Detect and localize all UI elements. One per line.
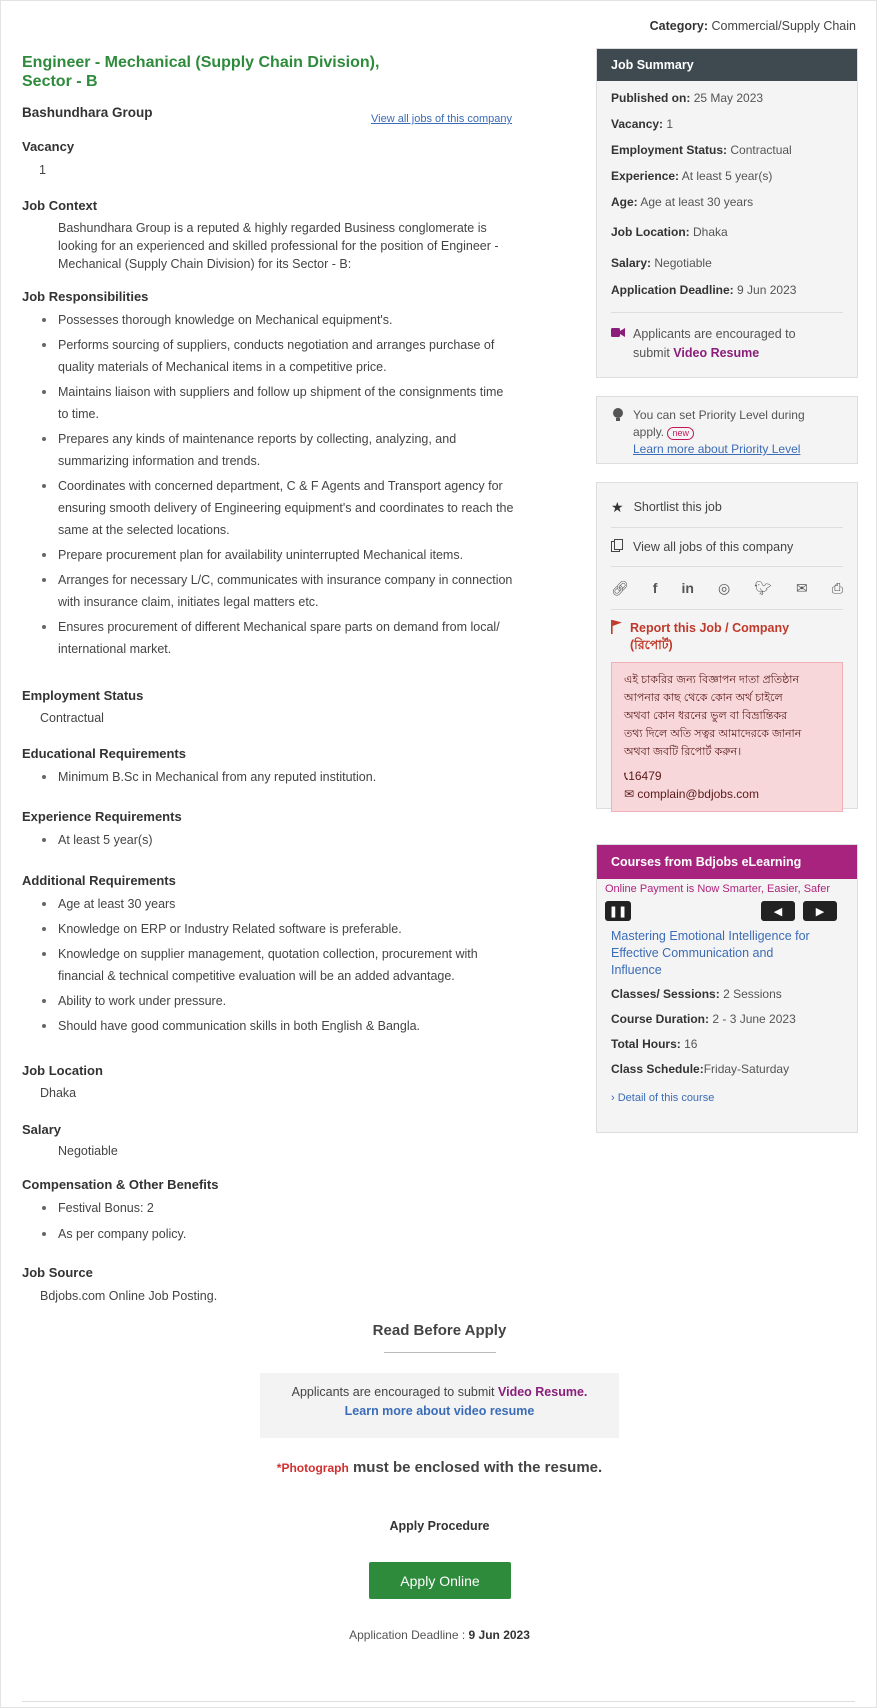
responsibilities-heading: Job Responsibilities [22, 289, 149, 304]
list-item: Performs sourcing of suppliers, conducts negotiation and arranges purchase of quality materials of Mechanical items in a competitive price. [22, 334, 567, 378]
job-context-text: Bashundhara Group is a reputed & highly regarded Business conglomerate is looking for an experienced and skilled professional for the position of Engineer - Mechanical (Supply Chain Division) for its Sector - B: [58, 221, 499, 271]
application-deadline: Application Deadline : 9 Jun 2023 [349, 1628, 530, 1642]
list-item: Knowledge on ERP or Industry Related software is preferable. [22, 918, 567, 940]
print-icon[interactable]: ⎙ [831, 579, 843, 596]
video-resume-link[interactable]: Video Resume [673, 346, 760, 360]
salary-heading: Salary [22, 1122, 62, 1137]
job-actions-box [596, 482, 858, 809]
list-item: At least 5 year(s) [22, 829, 567, 851]
list-item: As per company policy. [22, 1223, 567, 1245]
report-job-link[interactable]: Report this Job / Company (রিপোর্ট) [611, 620, 843, 654]
additional-list [22, 893, 567, 1037]
list-item: Knowledge on supplier management, quotation collection, procurement with financial & technical competitive evaluation will be an added advantage. [22, 943, 567, 987]
benefits-heading: Compensation & Other Benefits [22, 1177, 219, 1192]
whatsapp-icon[interactable]: ◎ [717, 579, 731, 596]
vacancy-value: 1 [39, 163, 46, 177]
list-item: Should have good communication skills in both English & Bangla. [22, 1015, 567, 1037]
twitter-icon[interactable]: 🐦︎ [754, 579, 772, 596]
divider [384, 1352, 496, 1353]
linkedin-icon[interactable]: in [681, 580, 694, 596]
list-item: Ensures procurement of different Mechanical spare parts on demand from local/ international market. [22, 616, 567, 660]
job-location-value: Dhaka [40, 1086, 77, 1100]
job-summary-heading: Job Summary [597, 49, 857, 81]
video-resume-note: Applicants are encouraged to submit Video Resume [611, 325, 843, 363]
course-title-link[interactable]: Mastering Emotional Intelligence for Effective Communication and Influence [611, 929, 810, 977]
summary-experience: Experience: At least 5 year(s) [611, 169, 773, 183]
course-detail-link[interactable]: › Detail of this course [611, 1092, 715, 1104]
course-hours: Total Hours: 16 [611, 1037, 698, 1051]
summary-employment-status: Employment Status: Contractual [611, 143, 792, 157]
list-item: Ability to work under pressure. [22, 990, 567, 1012]
list-item: Prepare procurement plan for availability uninterrupted Mechanical items. [22, 544, 567, 566]
pause-button[interactable]: ❚❚ [605, 901, 631, 921]
view-all-jobs-link[interactable]: View all jobs of this company [371, 113, 513, 125]
benefits-list [22, 1197, 567, 1245]
company-name: Bashundhara Group [22, 105, 153, 120]
share-row [611, 575, 843, 601]
fraud-warning-box: এই চাকরির জন্য বিজ্ঞাপন দাতা প্রতিষ্ঠান আপনার কাছ থেকে কোন অর্থ চাইলে অথবা কোন ধরনের ভুল বা বিভ্রান্তিকর তথ্য দিলে অতি সত্বর আমাদেরকে জানান অথবা জবটি রিপোর্ট করুন। 📞︎16479 ✉ complain@bdjobs.com [611, 662, 843, 812]
list-item: Age at least 30 years [22, 893, 567, 915]
complaint-phone: 📞︎16479 [624, 769, 662, 783]
job-summary-box [596, 48, 858, 378]
responsibilities-list [22, 309, 567, 660]
salary-value: Negotiable [58, 1144, 118, 1158]
courses-box [596, 844, 858, 1133]
mail-icon: ✉ [624, 787, 638, 801]
divider [22, 1701, 855, 1702]
complaint-email: ✉ complain@bdjobs.com [624, 787, 759, 801]
view-all-jobs-button[interactable]: View all jobs of this company [611, 536, 843, 558]
chevron-right-icon: › [611, 1092, 618, 1104]
course-schedule: Class Schedule:Friday-Saturday [611, 1062, 790, 1076]
link-icon[interactable]: 🔗︎ [611, 579, 629, 596]
ticker-text: Online Payment is Now Smarter, Easier, Safer [605, 883, 830, 895]
list-item: Prepares any kinds of maintenance reports by collecting, analyzing, and summarizing information and trends. [22, 428, 567, 472]
category-line [650, 19, 856, 33]
list-item: Festival Bonus: 2 [22, 1197, 567, 1219]
apply-procedure-heading: Apply Procedure [389, 1519, 490, 1533]
priority-text: You can set Priority Level during [633, 408, 805, 422]
additional-heading: Additional Requirements [22, 873, 176, 888]
phone-icon: 📞︎ [624, 769, 629, 783]
education-list [22, 766, 567, 788]
experience-heading: Experience Requirements [22, 809, 182, 824]
summary-age: Age: Age at least 30 years [611, 195, 754, 209]
flag-icon [611, 620, 622, 654]
video-camera-icon [611, 325, 625, 363]
summary-published: Published on: 25 May 2023 [611, 91, 764, 105]
list-item: Arranges for necessary L/C, communicates with insurance company in connection with insurance claim, initiates legal matters etc. [22, 569, 567, 613]
summary-location: Job Location: Dhaka [611, 225, 728, 239]
job-title: Engineer - Mechanical (Supply Chain Division), Sector - B [22, 54, 380, 90]
priority-level-link[interactable]: Learn more about Priority Level [633, 442, 801, 456]
job-source-value: Bdjobs.com Online Job Posting. [40, 1289, 218, 1303]
summary-deadline: Application Deadline: 9 Jun 2023 [611, 283, 797, 297]
shortlist-job-button[interactable]: ★ Shortlist this job [611, 498, 722, 515]
summary-vacancy: Vacancy: 1 [611, 117, 674, 131]
read-before-apply-heading: Read Before Apply [372, 1322, 507, 1339]
job-location-heading: Job Location [22, 1063, 103, 1078]
job-source-heading: Job Source [22, 1265, 93, 1280]
education-heading: Educational Requirements [22, 746, 186, 761]
course-sessions: Classes/ Sessions: 2 Sessions [611, 987, 782, 1001]
photograph-note: *Photograph must be enclosed with the resume. [276, 1459, 603, 1476]
vacancy-heading: Vacancy [22, 139, 75, 154]
new-badge: new [667, 427, 694, 440]
list-item: Coordinates with concerned department, C & F Agents and Transport agency for ensuring smooth delivery of Engineering equipment's and coordinates to reach the same at the selected locations. [22, 475, 567, 541]
apply-online-button[interactable]: Apply Online [369, 1562, 511, 1599]
facebook-icon[interactable]: f [652, 580, 658, 596]
list-item: Maintains liaison with suppliers and follow up shipment of the consignments time to time. [22, 381, 567, 425]
category-value: Commercial/Supply Chain [711, 19, 856, 33]
email-icon[interactable]: ✉ [795, 579, 808, 596]
copy-icon [611, 539, 623, 555]
video-resume-learn-more-link[interactable]: Learn more about video resume [344, 1404, 535, 1418]
star-icon: ★ [611, 498, 624, 515]
course-duration: Course Duration: 2 - 3 June 2023 [611, 1012, 796, 1026]
list-item: Possesses thorough knowledge on Mechanical equipment's. [22, 309, 567, 331]
prev-arrow-button[interactable]: ◀ [761, 901, 795, 921]
video-resume-box: Applicants are encouraged to submit Video Resume. Learn more about video resume [260, 1373, 619, 1438]
list-item: Minimum B.Sc in Mechanical from any reputed institution. [22, 766, 567, 788]
next-arrow-button[interactable]: ▶ [803, 901, 837, 921]
job-context-heading: Job Context [22, 198, 98, 213]
category-label: Category: [649, 19, 708, 33]
employment-status-value: Contractual [40, 711, 104, 725]
divider [611, 312, 843, 313]
courses-heading: Courses from Bdjobs eLearning [597, 845, 857, 879]
experience-list [22, 829, 567, 851]
priority-level-box: You can set Priority Level during apply. new Learn more about Priority Level [596, 396, 858, 464]
employment-status-heading: Employment Status [22, 688, 144, 703]
lightbulb-icon [611, 407, 625, 458]
summary-salary: Salary: Negotiable [611, 256, 712, 270]
